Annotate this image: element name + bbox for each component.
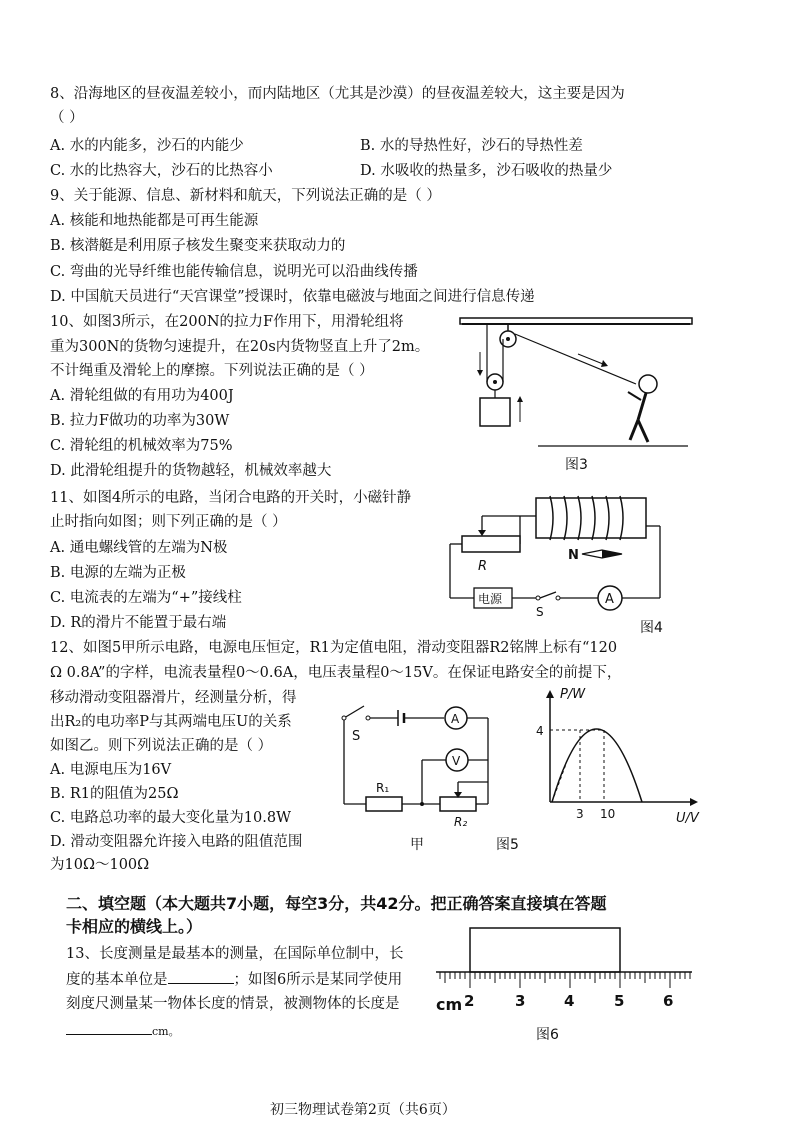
q9-option-b: B. 核潜艇是利用原子核发生聚变来获取动力的 xyxy=(50,238,346,254)
q12-line5: 如图乙。则下列说法正确的是（ ） xyxy=(50,738,273,754)
q11-option-c: C. 电流表的左端为“+”接线柱 xyxy=(50,590,242,606)
q12-line4: 出R₂的电功率P与其两端电压U的关系 xyxy=(50,714,292,730)
r2-label: R₂ xyxy=(454,815,468,829)
graph-x-tick-3: 3 xyxy=(576,807,584,821)
switch-s-label-fig5: S xyxy=(352,729,361,744)
q12-option-d-line1: D. 滑动变阻器允许接入电路的阻值范围 xyxy=(50,834,303,850)
q13-line2-part2: ；如图6所示是某同学使用 xyxy=(233,972,403,988)
graph-y-axis-label: P/W xyxy=(560,687,586,702)
solenoid-circuit-figure xyxy=(440,486,690,626)
q9-option-d: D. 中国航天员进行“天宫课堂”授课时，依靠电磁波与地面之间进行信息传递 xyxy=(50,289,535,305)
q12-option-b: B. R1的阻值为25Ω xyxy=(50,786,179,802)
needle-n-label: N xyxy=(568,548,579,563)
q8-option-c: C. 水的比热容大，沙石的比热容小 xyxy=(50,163,273,179)
q12-line2: Ω 0.8A”的字样，电流表量程0～0.6A，电压表量程0～15V。在保证电路安全的前提下， xyxy=(50,665,622,681)
q9-option-a: A. 核能和地热能都是可再生能源 xyxy=(50,213,259,229)
page-footer: 初三物理试卷第2页（共6页） xyxy=(270,1102,456,1118)
q13-line1: 13、长度测量是最基本的测量，在国际单位制中，长 xyxy=(66,946,404,962)
switch-s-label: S xyxy=(536,605,544,619)
q10-option-b: B. 拉力F做功的功率为30W xyxy=(50,413,230,429)
q12-option-c: C. 电路总功率的最大变化量为10.8W xyxy=(50,810,291,826)
ruler-tick-label: 4 xyxy=(564,992,575,1010)
ammeter-a-label-fig5: A xyxy=(451,712,460,726)
figure5-circuit xyxy=(336,700,506,830)
q10-line3: 不计绳重及滑轮上的摩擦。下列说法正确的是（ ） xyxy=(50,363,374,379)
q10-option-d: D. 此滑轮组提升的货物越轻，机械效率越大 xyxy=(50,463,332,479)
r1-label: R₁ xyxy=(376,781,390,795)
q12-line1: 12、如图5甲所示电路，电源电压恒定，R1为定值电阻，滑动变阻器R2铭牌上标有“120 xyxy=(50,640,618,656)
graph-x-tick-10: 10 xyxy=(600,807,616,821)
figure5-jia-caption: 甲 xyxy=(410,837,424,853)
q13-blank-length[interactable] xyxy=(66,1020,152,1035)
q11-line1: 11、如图4所示的电路，当闭合电路的开关时，小磁针静 xyxy=(50,490,412,506)
q13-line2-part1: 度的基本单位是 xyxy=(66,972,168,988)
q9-option-c: C. 弯曲的光导纤维也能传输信息，说明光可以沿曲线传播 xyxy=(50,264,418,280)
q8-paren: （ ） xyxy=(50,110,84,126)
q8-option-a: A. 水的内能多，沙石的内能少 xyxy=(50,138,244,154)
q13-blank-unit[interactable] xyxy=(168,969,234,984)
measured-object xyxy=(470,928,620,972)
ruler-tick-label: 2 xyxy=(464,992,475,1010)
resistor-r-label: R xyxy=(478,559,488,574)
q8-option-d: D. 水吸收的热量多，沙石吸收的热量少 xyxy=(360,163,613,179)
q9-stem: 9、关于能源、信息、新材料和航天，下列说法正确的是（ ） xyxy=(50,188,441,204)
voltmeter-v-label: V xyxy=(452,754,461,768)
graph-x-axis-label: U/V xyxy=(676,811,699,826)
ruler-tick-label: 3 xyxy=(515,992,526,1010)
figure6-caption: 图6 xyxy=(536,1027,559,1043)
q12-option-a: A. 电源电压为16V xyxy=(50,762,172,778)
ruler-tick-label: 6 xyxy=(663,992,674,1010)
q12-option-d-line2: 为10Ω～100Ω xyxy=(50,857,150,873)
power-source-label: 电源 xyxy=(478,592,503,606)
q13-line4 xyxy=(66,1020,180,1042)
ruler-unit-label: cm xyxy=(436,995,463,1014)
q10-option-a: A. 滑轮组做的有用功为400J xyxy=(50,388,234,404)
q11-option-a: A. 通电螺线管的左端为N极 xyxy=(50,540,228,556)
q8-stem: 8、沿海地区的昼夜温差较小，而内陆地区（尤其是沙漠）的昼夜温差较大，这主要是因为 xyxy=(50,86,625,102)
section2-title-line2: 卡相应的横线上。） xyxy=(66,917,203,936)
pulley-figure xyxy=(458,312,698,452)
q13-line2 xyxy=(66,969,402,990)
ruler-figure xyxy=(434,922,694,1022)
ammeter-a-label: A xyxy=(605,592,614,607)
ruler-tick-label: 5 xyxy=(614,992,625,1010)
section2-title-line1: 二、填空题（本大题共7小题，每空3分，共42分。把正确答案直接填在答题 xyxy=(66,894,607,913)
q11-option-b: B. 电源的左端为正极 xyxy=(50,565,186,581)
graph-y-tick-4: 4 xyxy=(536,724,544,738)
figure5-graph xyxy=(530,684,710,826)
figure4-caption: 图4 xyxy=(640,620,663,636)
q8-option-b: B. 水的导热性好，沙石的导热性差 xyxy=(360,138,583,154)
figure3-caption: 图3 xyxy=(565,457,588,473)
q10-line2: 重为300N的货物匀速提升，在20s内货物竖直上升了2m。 xyxy=(50,339,430,355)
q13-line3: 刻度尺测量某一物体长度的情景，被测物体的长度是 xyxy=(66,996,400,1012)
q10-option-c: C. 滑轮组的机械效率为75% xyxy=(50,438,233,454)
q10-line1: 10、如图3所示，在200N的拉力F作用下，用滑轮组将 xyxy=(50,314,404,330)
q11-line2: 止时指向如图；则下列正确的是（ ） xyxy=(50,514,287,530)
figure5-caption: 图5 xyxy=(496,837,519,853)
q13-unit: cm。 xyxy=(152,1025,180,1038)
q12-line3: 移动滑动变阻器滑片，经测量分析，得 xyxy=(50,690,297,706)
q11-option-d: D. R的滑片不能置于最右端 xyxy=(50,615,227,631)
